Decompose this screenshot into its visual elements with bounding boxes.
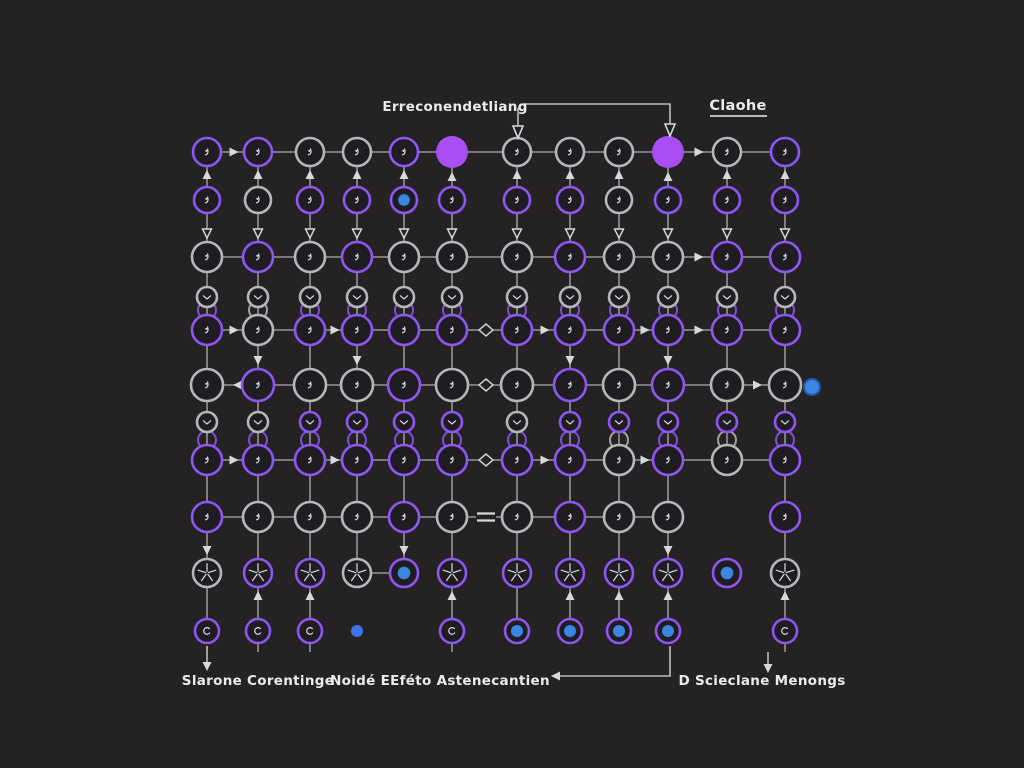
arrowhead-down bbox=[203, 546, 212, 555]
ring-node bbox=[560, 412, 580, 432]
nodes-layer bbox=[191, 136, 820, 643]
ring-node bbox=[555, 242, 585, 272]
circle bbox=[450, 383, 452, 385]
ring-node bbox=[653, 242, 683, 272]
arrowhead-right bbox=[331, 326, 340, 335]
ring-node bbox=[604, 242, 634, 272]
arrowhead-down bbox=[513, 229, 522, 238]
ring-node bbox=[604, 445, 634, 475]
ring-node bbox=[712, 242, 742, 272]
ring-node bbox=[341, 369, 373, 401]
circle bbox=[355, 515, 357, 517]
ring-node bbox=[192, 502, 222, 532]
ring-node bbox=[775, 287, 795, 307]
arrowhead-up bbox=[566, 591, 575, 600]
ring-node bbox=[243, 315, 273, 345]
arrowhead-down bbox=[400, 229, 409, 238]
circle bbox=[568, 383, 570, 385]
ring-node bbox=[655, 187, 681, 213]
ring-node bbox=[503, 138, 531, 166]
diamond-connector bbox=[479, 324, 493, 336]
circle bbox=[355, 328, 357, 330]
ring-node bbox=[192, 315, 222, 345]
circle bbox=[515, 198, 517, 200]
ring-node bbox=[197, 412, 217, 432]
arrowhead-down bbox=[203, 229, 212, 238]
circle bbox=[617, 515, 619, 517]
ring-node bbox=[609, 287, 629, 307]
arrowhead-right bbox=[695, 148, 704, 157]
ring-node bbox=[295, 242, 325, 272]
blue-center bbox=[721, 567, 734, 580]
arrowhead-up bbox=[615, 591, 624, 600]
ring-node bbox=[604, 502, 634, 532]
circle bbox=[308, 198, 310, 200]
arrowhead-up bbox=[254, 170, 263, 179]
circle bbox=[515, 515, 517, 517]
arrowhead-down bbox=[254, 229, 263, 238]
ring-node bbox=[436, 369, 468, 401]
arrowhead-down bbox=[566, 356, 575, 365]
ring-node bbox=[652, 369, 684, 401]
circle bbox=[355, 255, 357, 257]
arrowhead-up bbox=[723, 170, 732, 179]
circle bbox=[450, 515, 452, 517]
ring-node bbox=[243, 445, 273, 475]
arrowhead-up bbox=[400, 170, 409, 179]
ring-node bbox=[555, 502, 585, 532]
arrowheads-layer bbox=[203, 148, 790, 601]
arrowhead-up bbox=[781, 170, 790, 179]
ring-node bbox=[390, 138, 418, 166]
annotation-arrows bbox=[203, 104, 773, 681]
circle bbox=[308, 328, 310, 330]
ring-node bbox=[557, 187, 583, 213]
ring-node bbox=[394, 412, 414, 432]
blue-center bbox=[398, 194, 410, 206]
ring-node bbox=[342, 502, 372, 532]
ring-node bbox=[555, 445, 585, 475]
ring-node bbox=[191, 369, 223, 401]
ring-node bbox=[243, 242, 273, 272]
ring-node bbox=[296, 138, 324, 166]
circle bbox=[783, 150, 785, 152]
ring-node bbox=[295, 315, 325, 345]
ring-node bbox=[300, 287, 320, 307]
arrowhead-right bbox=[331, 456, 340, 465]
blue-accent-dot bbox=[804, 379, 820, 395]
ring-node bbox=[439, 187, 465, 213]
ring-node bbox=[440, 619, 464, 643]
circle bbox=[450, 198, 452, 200]
circle bbox=[402, 328, 404, 330]
circle bbox=[256, 458, 258, 460]
circle bbox=[725, 198, 727, 200]
arrowhead-down bbox=[448, 229, 457, 238]
circle bbox=[666, 255, 668, 257]
circle bbox=[308, 383, 310, 385]
ring-node bbox=[653, 315, 683, 345]
arrowhead-down bbox=[615, 229, 624, 238]
echo-circles-layer bbox=[198, 301, 794, 449]
ring-node bbox=[711, 369, 743, 401]
circle bbox=[256, 383, 258, 385]
blue-center bbox=[511, 625, 523, 637]
generated-diagram-layers bbox=[191, 136, 820, 652]
diamond-connector bbox=[479, 454, 493, 466]
circle bbox=[725, 255, 727, 257]
ring-node bbox=[502, 445, 532, 475]
ring-node bbox=[192, 445, 222, 475]
ring-node bbox=[294, 369, 326, 401]
equals-backplate bbox=[476, 508, 496, 526]
ring-node bbox=[770, 315, 800, 345]
arrowhead-down-bottom-right bbox=[764, 664, 773, 673]
ring-node bbox=[248, 412, 268, 432]
arrowhead-up bbox=[203, 170, 212, 179]
circle bbox=[205, 328, 207, 330]
ring-node bbox=[197, 287, 217, 307]
ring-node bbox=[609, 412, 629, 432]
arrowhead-up bbox=[353, 170, 362, 179]
arrowhead-right bbox=[753, 381, 762, 390]
ring-node bbox=[717, 412, 737, 432]
ring-node bbox=[295, 502, 325, 532]
ring-node bbox=[658, 287, 678, 307]
ring-node bbox=[342, 242, 372, 272]
ring-node bbox=[437, 242, 467, 272]
circle bbox=[666, 383, 668, 385]
arrowhead-up bbox=[513, 170, 522, 179]
ring-node bbox=[502, 315, 532, 345]
ring-node bbox=[243, 502, 273, 532]
ring-node bbox=[389, 315, 419, 345]
circle bbox=[450, 328, 452, 330]
ring-node bbox=[297, 187, 323, 213]
bottom-left-pointing-connector bbox=[560, 646, 670, 676]
ring-node bbox=[342, 445, 372, 475]
circle bbox=[568, 515, 570, 517]
arrowhead-up bbox=[306, 170, 315, 179]
ring-node bbox=[394, 287, 414, 307]
circle bbox=[402, 255, 404, 257]
connector-markers-layer bbox=[476, 324, 496, 526]
circle bbox=[205, 458, 207, 460]
ring-node bbox=[554, 369, 586, 401]
arrowhead-down bbox=[566, 229, 575, 238]
circle bbox=[308, 150, 310, 152]
ring-node bbox=[606, 187, 632, 213]
circle bbox=[783, 383, 785, 385]
circle bbox=[725, 150, 727, 152]
ring-node bbox=[772, 187, 798, 213]
circle bbox=[568, 328, 570, 330]
blue-center bbox=[613, 625, 625, 637]
circle bbox=[205, 383, 207, 385]
circle bbox=[666, 198, 668, 200]
ring-node bbox=[389, 445, 419, 475]
ring-node bbox=[388, 369, 420, 401]
circle bbox=[256, 198, 258, 200]
arrowhead-right bbox=[230, 148, 239, 157]
arrowhead-down bbox=[353, 229, 362, 238]
ring-node bbox=[298, 619, 322, 643]
circle bbox=[308, 515, 310, 517]
ring-node bbox=[556, 138, 584, 166]
arrowhead-up bbox=[566, 170, 575, 179]
arrowhead-right bbox=[230, 326, 239, 335]
circle bbox=[355, 383, 357, 385]
circle bbox=[725, 383, 727, 385]
arrowhead-up bbox=[306, 591, 315, 600]
ring-node bbox=[300, 412, 320, 432]
bottom-right-label: D Scieclane Menongs bbox=[678, 673, 846, 689]
arrowhead-down-bottom-left bbox=[203, 662, 212, 671]
ring-node bbox=[775, 412, 795, 432]
circle bbox=[666, 328, 668, 330]
circle bbox=[617, 198, 619, 200]
ring-node bbox=[437, 445, 467, 475]
ring-node bbox=[770, 502, 800, 532]
circle bbox=[568, 255, 570, 257]
arrowhead-up bbox=[664, 591, 673, 600]
ring-node bbox=[502, 502, 532, 532]
circle bbox=[568, 198, 570, 200]
circle bbox=[256, 150, 258, 152]
ring-node bbox=[193, 138, 221, 166]
top-label: Erreconendetliang bbox=[382, 99, 528, 115]
circle bbox=[617, 328, 619, 330]
arrowhead-right bbox=[695, 326, 704, 335]
circle bbox=[402, 383, 404, 385]
ring-node bbox=[437, 315, 467, 345]
ring-node bbox=[195, 619, 219, 643]
arrowhead-up bbox=[448, 172, 457, 181]
arrowhead-left-to-label bbox=[551, 672, 560, 681]
ring-node bbox=[192, 242, 222, 272]
arrowhead-down bbox=[254, 356, 263, 365]
blue-center bbox=[398, 567, 411, 580]
ring-node bbox=[604, 315, 634, 345]
ring-node bbox=[560, 287, 580, 307]
ring-node bbox=[347, 287, 367, 307]
ring-node bbox=[717, 287, 737, 307]
arrowhead-down bbox=[723, 229, 732, 238]
circle bbox=[617, 458, 619, 460]
ring-node bbox=[244, 138, 272, 166]
circle bbox=[725, 328, 727, 330]
circle bbox=[515, 458, 517, 460]
blue-dot-node bbox=[351, 625, 363, 637]
arrowhead-up bbox=[448, 591, 457, 600]
ring-node bbox=[245, 187, 271, 213]
top-label-connector-line bbox=[522, 104, 670, 124]
circle bbox=[515, 150, 517, 152]
circle bbox=[205, 150, 207, 152]
circle bbox=[205, 198, 207, 200]
arrowhead-right bbox=[541, 456, 550, 465]
arrowhead-down-into-solid-node bbox=[665, 124, 675, 136]
ring-node bbox=[343, 138, 371, 166]
ring-node bbox=[389, 502, 419, 532]
circle bbox=[355, 198, 357, 200]
circle bbox=[205, 515, 207, 517]
circle bbox=[402, 515, 404, 517]
ring-node bbox=[653, 445, 683, 475]
circle bbox=[515, 328, 517, 330]
circle bbox=[450, 255, 452, 257]
solid-purple-node bbox=[652, 136, 684, 168]
ring-node bbox=[194, 187, 220, 213]
ring-node bbox=[507, 412, 527, 432]
arrowhead-right bbox=[230, 456, 239, 465]
ring-node bbox=[242, 369, 274, 401]
arrowhead-left bbox=[233, 381, 242, 390]
circle bbox=[666, 458, 668, 460]
solid-purple-node bbox=[436, 136, 468, 168]
ring-node bbox=[773, 619, 797, 643]
arrowhead-up bbox=[781, 591, 790, 600]
ring-node bbox=[344, 187, 370, 213]
circle bbox=[783, 458, 785, 460]
ring-node bbox=[342, 315, 372, 345]
ring-node bbox=[504, 187, 530, 213]
circle bbox=[783, 515, 785, 517]
ring-node bbox=[653, 502, 683, 532]
ring-node bbox=[347, 412, 367, 432]
edges-layer bbox=[207, 152, 785, 652]
ring-node bbox=[246, 619, 270, 643]
top-right-label: Claohe bbox=[709, 98, 767, 114]
circle bbox=[666, 515, 668, 517]
ring-node bbox=[603, 369, 635, 401]
ring-node bbox=[658, 412, 678, 432]
circle bbox=[402, 150, 404, 152]
arrowhead-down-branch bbox=[513, 126, 523, 138]
circle bbox=[725, 458, 727, 460]
circle bbox=[355, 458, 357, 460]
circle bbox=[256, 328, 258, 330]
arrowhead-right bbox=[541, 326, 550, 335]
ring-node bbox=[502, 242, 532, 272]
ring-node bbox=[437, 502, 467, 532]
circle bbox=[402, 458, 404, 460]
circle bbox=[617, 255, 619, 257]
ring-node bbox=[605, 138, 633, 166]
ring-node bbox=[712, 445, 742, 475]
circle bbox=[256, 255, 258, 257]
ring-node bbox=[507, 287, 527, 307]
circle bbox=[617, 150, 619, 152]
ring-node bbox=[771, 138, 799, 166]
circle bbox=[450, 458, 452, 460]
arrowhead-up bbox=[664, 172, 673, 181]
arrowhead-right bbox=[641, 326, 650, 335]
arrowhead-down bbox=[664, 546, 673, 555]
circle bbox=[515, 255, 517, 257]
circle bbox=[783, 328, 785, 330]
diamond-connector bbox=[479, 379, 493, 391]
ring-node bbox=[714, 187, 740, 213]
ring-node bbox=[442, 412, 462, 432]
circle bbox=[568, 150, 570, 152]
circle bbox=[205, 255, 207, 257]
ring-node bbox=[712, 315, 742, 345]
circle bbox=[783, 255, 785, 257]
arrowhead-down bbox=[400, 546, 409, 555]
circle bbox=[783, 198, 785, 200]
ring-node bbox=[389, 242, 419, 272]
circle bbox=[515, 383, 517, 385]
bottom-left-label: Slarone Corentinge bbox=[181, 673, 335, 689]
circle bbox=[568, 458, 570, 460]
ring-node bbox=[770, 445, 800, 475]
circle bbox=[256, 515, 258, 517]
arrowhead-up bbox=[615, 170, 624, 179]
arrowhead-down bbox=[664, 229, 673, 238]
ring-node bbox=[555, 315, 585, 345]
circle bbox=[308, 255, 310, 257]
ring-node bbox=[713, 138, 741, 166]
arrowhead-down bbox=[353, 356, 362, 365]
arrowhead-down bbox=[781, 229, 790, 238]
circle bbox=[355, 150, 357, 152]
ring-node bbox=[769, 369, 801, 401]
arrowhead-right bbox=[695, 253, 704, 262]
ring-node bbox=[295, 445, 325, 475]
arrowhead-down bbox=[664, 356, 673, 365]
blue-center bbox=[564, 625, 576, 637]
circle bbox=[308, 458, 310, 460]
ring-node bbox=[442, 287, 462, 307]
arrowhead-up bbox=[254, 591, 263, 600]
bottom-middle-label: Noidé EEféto Astenecantien bbox=[330, 673, 550, 689]
arrowhead-right bbox=[641, 456, 650, 465]
circle bbox=[617, 383, 619, 385]
ring-node bbox=[770, 242, 800, 272]
ring-node bbox=[248, 287, 268, 307]
ring-node bbox=[501, 369, 533, 401]
arrowhead-down bbox=[306, 229, 315, 238]
blue-center bbox=[662, 625, 674, 637]
